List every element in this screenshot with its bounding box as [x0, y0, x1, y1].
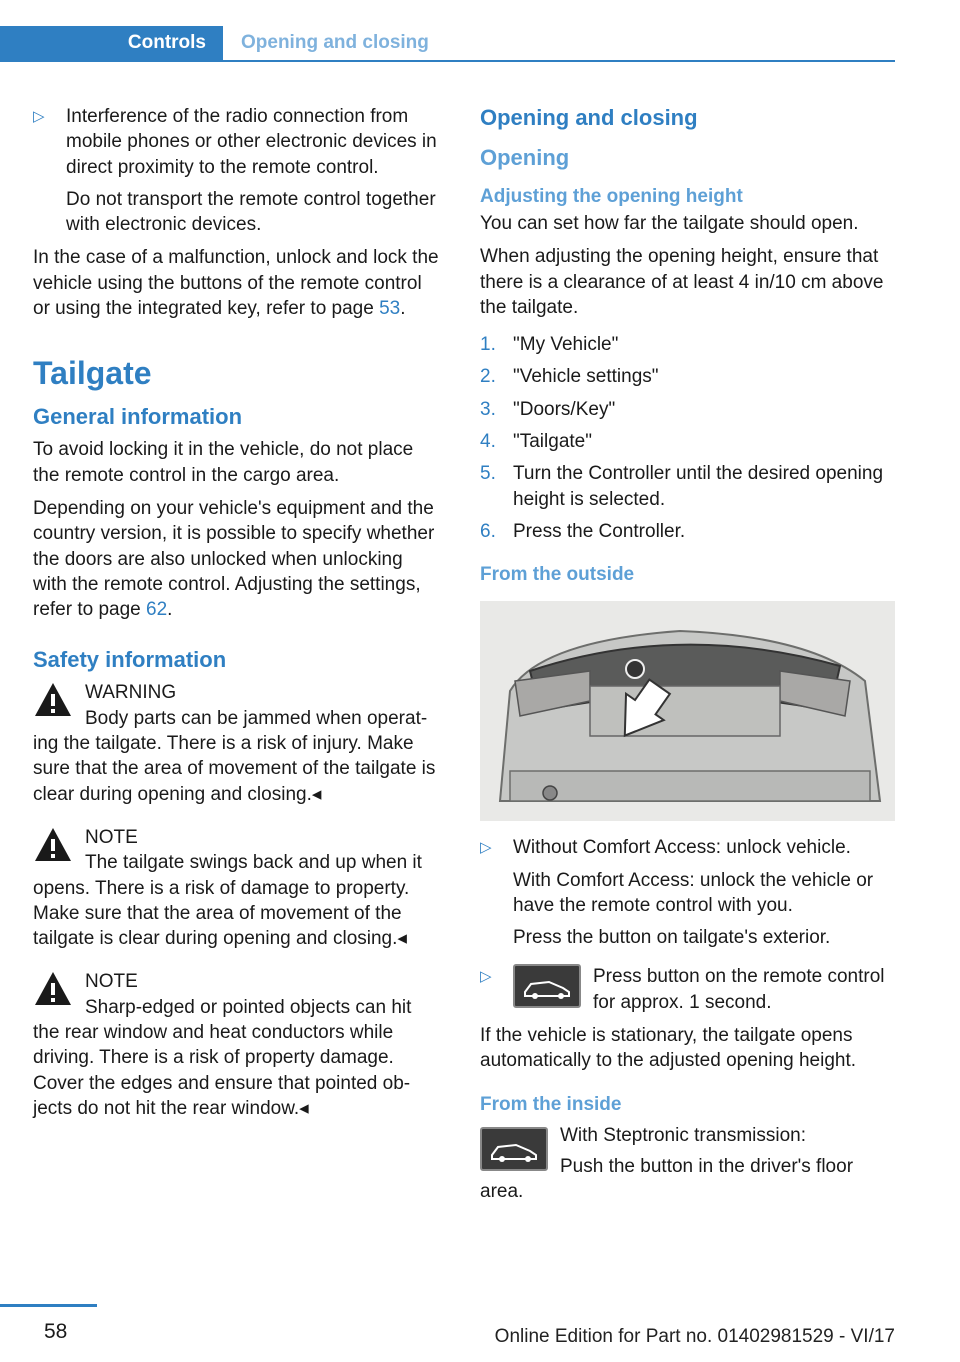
heading-general-information: General information — [33, 404, 243, 430]
note-label: NOTE — [85, 971, 138, 993]
triangle-bullet-icon: ▷ — [480, 839, 492, 857]
warning-box — [33, 680, 441, 806]
warning-triangle-icon — [33, 680, 73, 720]
right-column — [480, 104, 898, 1213]
paragraph: To avoid locking it in the vehicle, do not place the remote control in the cargo area. — [33, 439, 414, 486]
footer-edition: Online Edition for Part no. 01402981529 - VI/17 — [494, 1326, 895, 1347]
tailgate-illustration — [480, 601, 895, 821]
bullet-text: With Comfort Access: unlock the vehicle or have the remote control with you. — [513, 869, 874, 916]
warning-label: WARNING — [85, 682, 177, 704]
page-link[interactable]: 62 — [146, 599, 168, 621]
heading-adjusting-height: Adjusting the opening height — [480, 186, 743, 207]
heading-from-outside: From the outside — [480, 564, 635, 586]
list-item: 1. "My Vehicle" — [480, 334, 619, 356]
car-rear-illustration — [480, 601, 895, 821]
section-tab-controls[interactable]: Controls — [0, 26, 223, 60]
warning-triangle-icon — [33, 969, 73, 1009]
header-bar — [0, 26, 895, 62]
paragraph: In the case of a malfunction, unlock and lock the vehicle using the buttons of the remote control or using the integrated key, refer to page 53. — [33, 247, 439, 320]
triangle-bullet-icon: ▷ — [33, 108, 45, 125]
note-box — [33, 825, 441, 951]
bullet-text: Interference of the radio connection from mobile phones or other electronic devices in direct proximity to the remote control. — [66, 106, 437, 178]
left-column — [33, 104, 441, 1139]
paragraph: Depending on your vehicle's equipment and the country version, it is possible to specify whether the doors are also unlocked when unlocking with the remote control. Adjusting the settings, refer to page 62. — [33, 497, 435, 621]
bullet-text: Do not transport the remote control together with electronic devices. — [66, 188, 436, 236]
paragraph: Push the button in the driver's floor area. — [480, 1155, 854, 1203]
page-link[interactable]: 53 — [379, 298, 401, 320]
note-label: NOTE — [85, 826, 138, 848]
list-item: 5. Turn the Controller until the desired opening height is selected. — [480, 463, 884, 510]
tailgate-button-icon — [480, 1127, 548, 1171]
section-tab-opening-closing[interactable]: Opening and closing — [241, 32, 429, 53]
heading-from-inside: From the inside — [480, 1093, 622, 1115]
section-title: Tailgate — [33, 355, 152, 392]
list-item: 2. "Vehicle settings" — [480, 366, 659, 388]
list-item: 4. "Tailgate" — [480, 431, 592, 453]
footer-rule — [0, 1304, 97, 1307]
bullet-text: Press the button on tailgate's exterior. — [513, 927, 831, 949]
heading-safety-information: Safety information — [33, 647, 227, 673]
list-item — [33, 104, 441, 237]
list-item: 6. Press the Controller. — [480, 520, 686, 542]
note-box — [33, 969, 441, 1121]
warning-triangle-icon — [33, 825, 73, 865]
list-item — [480, 835, 898, 950]
triangle-bullet-icon: ▷ — [480, 968, 492, 986]
list-item — [480, 964, 898, 1015]
page-number: 58 — [44, 1320, 68, 1343]
tailgate-key-icon — [513, 964, 581, 1008]
heading-opening: Opening — [480, 145, 570, 170]
warning-text: Body parts can be jammed when operating the tailgate. There is a risk of injury. Make sure that the area of movement of the tailgate is clear during opening and closing.◂ — [33, 707, 436, 805]
paragraph: When adjusting the opening height, ensure that there is a clearance of at least 4 in/10 cm above the tailgate. — [480, 246, 884, 318]
paragraph: If the vehicle is stationary, the tailgate opens automatically to the adjusted opening height. — [480, 1025, 857, 1072]
bullet-text: Press button on the remote control for approx. 1 second. — [593, 966, 885, 1013]
paragraph: You can set how far the tailgate should open. — [480, 213, 859, 234]
bullet-text: Without Comfort Access: unlock vehicle. — [513, 837, 851, 859]
steps-list — [480, 332, 898, 544]
paragraph: With Steptronic transmission: — [560, 1124, 807, 1146]
note-text: The tailgate swings back and up when it opens. There is a risk of damage to property. Make sure that the area of movement of the tailgate is clear during opening and closing.◂ — [33, 852, 422, 950]
note-text: Sharp-edged or pointed objects can hit the rear window and heat conductors while driving. There is a risk of property damage. Cover the edges and ensure that pointed objects do not hit the rear window.◂ — [33, 996, 412, 1119]
list-item: 3. "Doors/Key" — [480, 398, 616, 420]
heading-opening-closing: Opening and closing — [480, 105, 698, 130]
inside-block — [480, 1123, 898, 1205]
